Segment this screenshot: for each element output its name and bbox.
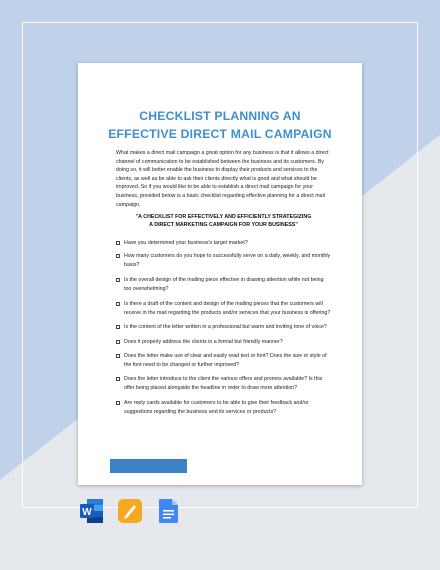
checklist-item-text: Are reply cards available for customers to be able to give their feedback and/or suggestions regarding the business and its services or products? <box>124 400 309 415</box>
intro-paragraph: What makes a direct mail campaign a great option for any business is that it allows a direct channel of communication to be established between the business and its customers. By doing so, it will better enable the business to display their products and services to the clients, as well as be able to ask their clients directly what is good and what should be improved. So if you would like to be able to establish a direct mail campaign for your business, provided below is a basic checklist regarding effective planning for a direct mail campaign. <box>116 150 329 208</box>
word-icon[interactable] <box>80 498 104 524</box>
checklist-item <box>116 276 332 293</box>
checklist-item-text: How many customers do you hope to successfully serve on a daily, weekly, and monthly basis? <box>124 253 331 268</box>
checkbox-icon[interactable] <box>116 302 120 306</box>
accent-bar <box>110 459 187 473</box>
checklist-subheading <box>116 213 331 229</box>
google-docs-icon[interactable] <box>157 498 181 524</box>
checkbox-icon[interactable] <box>116 278 120 282</box>
checklist-item-text: Is the content of the letter written in a professional but warm and inviting tone of voice? <box>124 324 327 330</box>
checklist-item-text: Does the letter make use of clear and easily read text or font? Does the size or style of the font need to be changed or further improved? <box>124 353 327 368</box>
checkbox-icon[interactable] <box>116 241 120 245</box>
document-title <box>78 107 362 143</box>
checklist-item <box>116 300 332 317</box>
subheading-line-1: "A CHECKLIST FOR EFFECTIVELY AND EFFICIENTLY STRATEGIZING <box>135 214 312 220</box>
checklist-item <box>116 252 332 269</box>
checklist-item-text: Is there a draft of the content and design of the mailing pieces that the customers will receive in the mail regarding the products and/or services that your business is offering? <box>124 301 331 316</box>
checklist-item <box>116 399 332 416</box>
checklist-item <box>116 375 332 392</box>
title-line-2: EFFECTIVE DIRECT MAIL CAMPAIGN <box>108 127 332 141</box>
checkbox-icon[interactable] <box>116 354 120 358</box>
checkbox-icon[interactable] <box>116 401 120 405</box>
checklist-item <box>116 323 332 332</box>
checkbox-icon[interactable] <box>116 325 120 329</box>
checklist-item-text: Does it properly address the clients in a formal but friendly manner? <box>124 339 283 345</box>
word-letter: W <box>82 507 92 518</box>
checkbox-icon[interactable] <box>116 340 120 344</box>
checklist-item <box>116 352 332 369</box>
document-page[interactable] <box>78 63 362 485</box>
checkbox-icon[interactable] <box>116 377 120 381</box>
checkbox-icon[interactable] <box>116 254 120 258</box>
checklist-item-text: Is the overall design of the mailing piece effective in drawing attention while not being too overwhelming? <box>124 277 324 292</box>
checklist-item-text: Have you determined your business's target market? <box>124 240 248 246</box>
subheading-line-2: A DIRECT MARKETING CAMPAIGN FOR YOUR BUSINESS" <box>149 222 298 228</box>
checklist-item <box>116 239 332 248</box>
title-line-1: CHECKLIST PLANNING AN <box>139 109 301 123</box>
checklist-item <box>116 338 332 347</box>
pages-icon[interactable] <box>118 498 142 524</box>
checklist-item-text: Does the letter introduce to the client the various offers and promos available? Is this offer being placed alongside the headline in order to draw more attention? <box>124 376 323 391</box>
